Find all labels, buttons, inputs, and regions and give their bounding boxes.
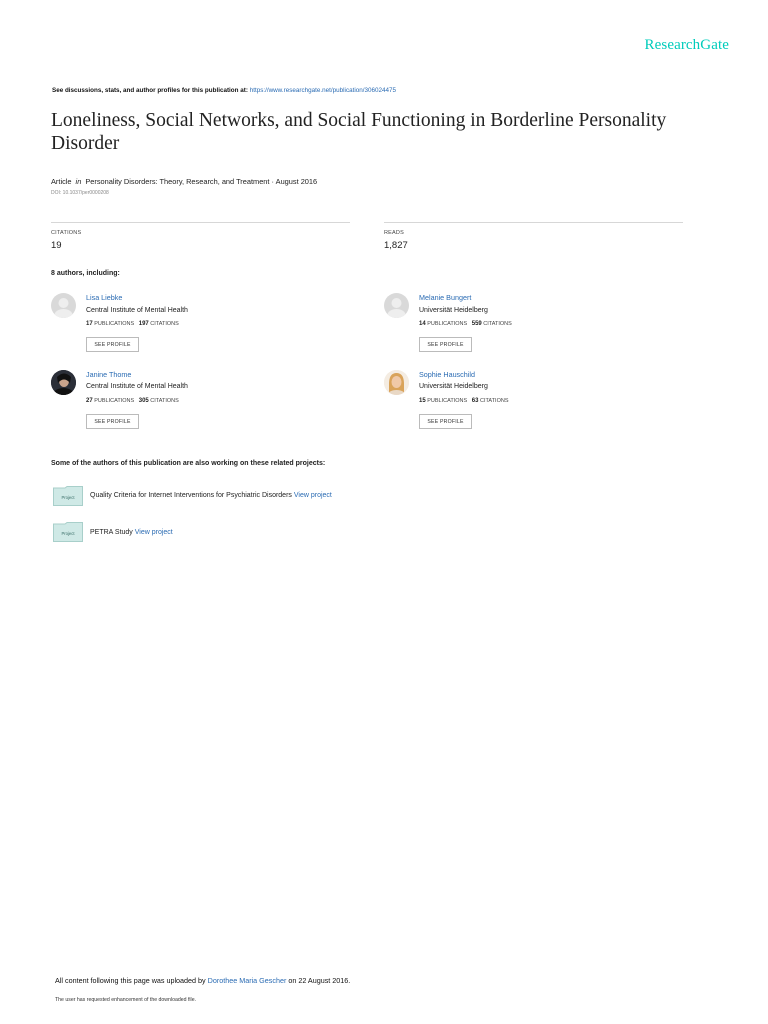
article-info (51, 177, 317, 186)
avatar[interactable] (384, 370, 409, 395)
publication-url-link[interactable]: https://www.researchgate.net/publication/306024475 (249, 87, 397, 94)
publications-count: 17 (86, 321, 93, 327)
author-name[interactable]: Sophie Hauschild (419, 370, 475, 379)
citations-count: 305 (138, 398, 149, 404)
project-title: Quality Criteria for Internet Interventions for Psychiatric Disorders (90, 492, 292, 499)
author-stats (419, 321, 512, 327)
citations-label: CITATIONS (483, 321, 512, 327)
article-in: in (75, 177, 82, 186)
divider-reads (384, 222, 683, 223)
svg-text:Project: Project (61, 531, 75, 536)
publications-count: 14 (419, 321, 426, 327)
svg-text:Project: Project (61, 495, 75, 500)
citations-label: CITATIONS (479, 398, 509, 404)
citations-value: 19 (51, 240, 62, 251)
divider-citations (51, 222, 350, 223)
author-name[interactable]: Melanie Bungert (419, 293, 472, 302)
author-stats (419, 398, 509, 404)
author-name[interactable]: Janine Thome (86, 370, 132, 379)
article-type: Article (51, 177, 72, 186)
citations-count: 559 (471, 321, 482, 327)
reads-value: 1,827 (384, 240, 408, 251)
enhancement-note: The user has requested enhancement of the downloaded file. (55, 997, 197, 1003)
avatar[interactable] (51, 370, 76, 395)
project-folder-icon (53, 522, 83, 542)
view-project-link[interactable]: View project (293, 492, 332, 499)
see-discussions-line (52, 87, 396, 94)
view-project-link[interactable]: View project (134, 529, 173, 536)
author-stats (86, 398, 179, 404)
publications-count: 15 (419, 398, 426, 404)
citations-count: 63 (471, 398, 479, 404)
reads-label: READS (384, 230, 404, 236)
uploaded-suffix: on 22 August 2016. (288, 976, 351, 985)
author-name[interactable]: Lisa Liebke (86, 293, 123, 302)
journal-name[interactable]: Personality Disorders: Theory, Research, and Treatment · August 2016 (85, 177, 318, 186)
author-institution[interactable]: Universität Heidelberg (419, 383, 488, 390)
upload-note (55, 976, 350, 985)
doi: DOI: 10.1037/per0000208 (51, 190, 109, 196)
citations-label: CITATIONS (150, 321, 179, 327)
project-folder-icon (53, 486, 83, 506)
publication-title: Loneliness, Social Networks, and Social Functioning in Borderline Personality Disorder (51, 110, 667, 154)
citations-count: 197 (138, 321, 149, 327)
see-discussions-text: See discussions, stats, and author profiles for this publication at: (52, 87, 248, 94)
project-item (90, 492, 332, 499)
projects-heading: Some of the authors of this publication are also working on these related projects: (51, 460, 326, 467)
citations-label: CITATIONS (150, 398, 179, 404)
author-institution[interactable]: Central Institute of Mental Health (86, 383, 188, 390)
avatar[interactable] (51, 293, 76, 318)
see-profile-button[interactable]: SEE PROFILE (86, 414, 139, 429)
publications-label: PUBLICATIONS (427, 398, 468, 404)
see-profile-button[interactable]: SEE PROFILE (86, 337, 139, 352)
authors-heading: 8 authors, including: (51, 270, 120, 277)
project-item (90, 529, 173, 536)
researchgate-logo[interactable]: ResearchGate (644, 37, 729, 53)
author-stats (86, 321, 179, 327)
citations-label: CITATIONS (51, 230, 82, 236)
see-profile-button[interactable]: SEE PROFILE (419, 414, 472, 429)
avatar[interactable] (384, 293, 409, 318)
publications-count: 27 (86, 398, 93, 404)
uploaded-prefix: All content following this page was uploaded by (55, 976, 206, 985)
author-institution[interactable]: Universität Heidelberg (419, 307, 488, 314)
uploader-link[interactable]: Dorothee Maria Gescher (207, 976, 287, 985)
author-institution[interactable]: Central Institute of Mental Health (86, 307, 188, 314)
publications-label: PUBLICATIONS (94, 321, 135, 327)
publications-label: PUBLICATIONS (427, 321, 468, 327)
see-profile-button[interactable]: SEE PROFILE (419, 337, 472, 352)
publications-label: PUBLICATIONS (94, 398, 135, 404)
project-title: PETRA Study (90, 529, 133, 536)
